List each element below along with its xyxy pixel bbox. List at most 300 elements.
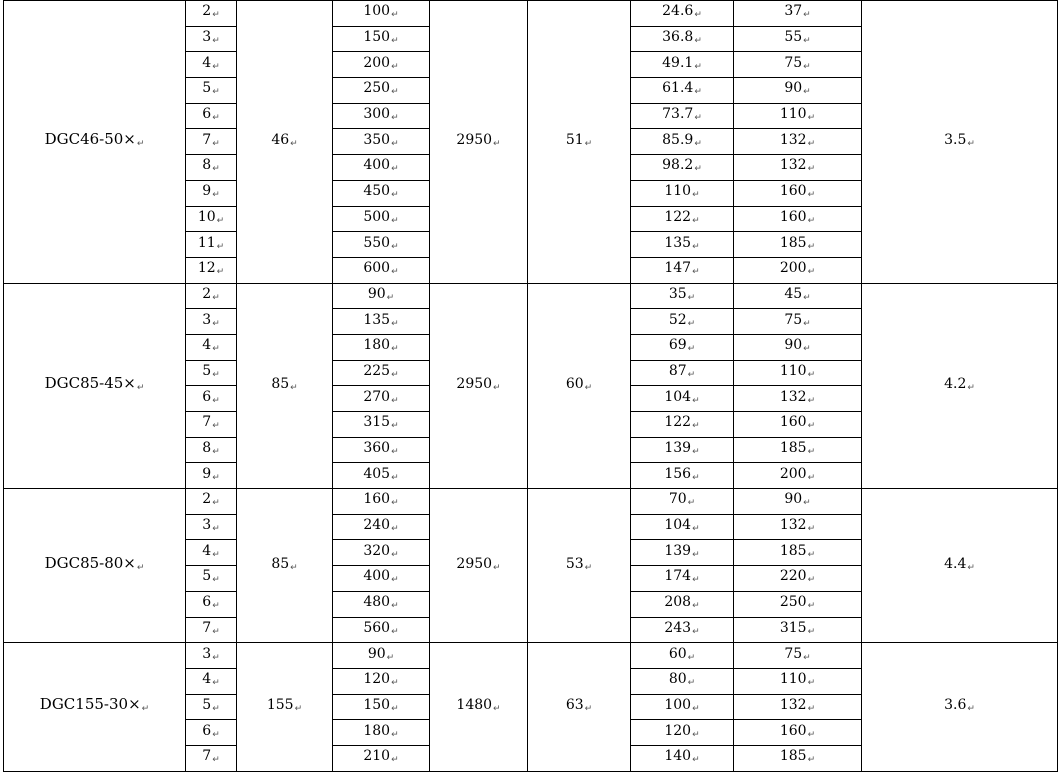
model-cell	[4, 489, 186, 643]
stage-cell-text: 12	[197, 260, 216, 277]
pump-spec-table	[3, 0, 1058, 772]
stage-cell	[186, 257, 237, 283]
paragraph-mark-icon: ↵	[290, 138, 298, 149]
npsh-cell	[862, 1, 1058, 284]
paragraph-mark-icon: ↵	[290, 382, 298, 393]
stage-cell	[186, 540, 237, 566]
value-cell-text: 139	[664, 542, 692, 559]
paragraph-mark-icon: ↵	[212, 318, 220, 329]
value-cell	[631, 694, 734, 720]
value-cell	[631, 463, 734, 489]
speed-cell	[430, 489, 528, 643]
stage-cell	[186, 668, 237, 694]
paragraph-mark-icon: ↵	[391, 498, 399, 509]
value-cell	[734, 78, 862, 104]
paragraph-mark-icon: ↵	[692, 575, 700, 586]
value-cell	[734, 309, 862, 335]
value-cell	[333, 745, 430, 771]
npsh-cell-text: 3.5	[944, 131, 967, 148]
value-cell	[631, 668, 734, 694]
paragraph-mark-icon: ↵	[493, 382, 501, 393]
value-cell-text: 400	[363, 568, 391, 585]
paragraph-mark-icon: ↵	[391, 344, 399, 355]
stage-cell	[186, 489, 237, 515]
paragraph-mark-icon: ↵	[391, 601, 399, 612]
value-cell	[734, 103, 862, 129]
stage-cell	[186, 514, 237, 540]
paragraph-mark-icon: ↵	[391, 164, 399, 175]
value-cell-text: 320	[363, 542, 391, 559]
paragraph-mark-icon: ↵	[967, 138, 975, 149]
value-cell-text: 120	[363, 671, 391, 688]
value-cell	[333, 26, 430, 52]
value-cell-text: 315	[363, 414, 391, 431]
value-cell	[631, 386, 734, 412]
value-cell-text: 220	[779, 568, 807, 585]
value-cell	[734, 257, 862, 283]
value-cell-text: 405	[363, 465, 391, 482]
paragraph-mark-icon: ↵	[212, 626, 220, 637]
value-cell-text: 160	[779, 208, 807, 225]
stage-cell-text: 8	[202, 440, 212, 457]
value-cell	[734, 514, 862, 540]
value-cell-text: 110	[779, 362, 807, 379]
value-cell	[333, 103, 430, 129]
value-cell	[734, 540, 862, 566]
npsh-cell	[862, 489, 1058, 643]
value-cell-text: 90	[784, 491, 803, 508]
paragraph-mark-icon: ↵	[807, 703, 816, 714]
value-cell-text: 150	[363, 696, 391, 713]
value-cell-text: 250	[363, 80, 391, 97]
value-cell	[631, 566, 734, 592]
paragraph-mark-icon: ↵	[803, 344, 811, 355]
value-cell	[734, 668, 862, 694]
value-cell-text: 450	[363, 183, 391, 200]
value-cell	[333, 78, 430, 104]
value-cell	[631, 78, 734, 104]
paragraph-mark-icon: ↵	[807, 524, 816, 535]
value-cell-text: 120	[664, 722, 692, 739]
efficiency-cell	[528, 643, 631, 771]
paragraph-mark-icon: ↵	[692, 524, 700, 535]
paragraph-mark-icon: ↵	[493, 138, 501, 149]
value-cell-text: 200	[363, 54, 391, 71]
value-cell	[631, 514, 734, 540]
stage-cell-text: 5	[202, 568, 212, 585]
table-row	[4, 489, 1058, 515]
stage-cell-text: 3	[202, 645, 212, 662]
value-cell-text: 180	[363, 722, 391, 739]
value-cell-text: 24.6	[662, 3, 694, 20]
value-cell-text: 37	[784, 3, 803, 20]
value-cell-text: 45	[784, 285, 803, 302]
group-value-cell-text: 85	[271, 375, 290, 392]
stage-cell-text: 11	[197, 234, 216, 251]
paragraph-mark-icon: ↵	[391, 626, 399, 637]
paragraph-mark-icon: ↵	[391, 447, 399, 458]
value-cell	[631, 745, 734, 771]
value-cell-text: 550	[363, 234, 391, 251]
paragraph-mark-icon: ↵	[391, 241, 399, 252]
paragraph-mark-icon: ↵	[807, 369, 816, 380]
value-cell	[734, 617, 862, 643]
paragraph-mark-icon: ↵	[391, 215, 399, 226]
paragraph-mark-icon: ↵	[391, 190, 399, 201]
value-cell-text: 600	[363, 260, 391, 277]
model-cell	[4, 283, 186, 489]
npsh-cell	[862, 283, 1058, 489]
paragraph-mark-icon: ↵	[807, 447, 816, 458]
paragraph-mark-icon: ↵	[212, 447, 220, 458]
paragraph-mark-icon: ↵	[212, 678, 220, 689]
value-cell-text: 200	[779, 260, 807, 277]
stage-cell-text: 9	[202, 183, 212, 200]
stage-cell-text: 4	[202, 542, 212, 559]
efficiency-cell	[528, 283, 631, 489]
value-cell-text: 240	[363, 517, 391, 534]
value-cell-text: 225	[363, 362, 391, 379]
paragraph-mark-icon: ↵	[391, 678, 399, 689]
value-cell	[734, 591, 862, 617]
value-cell	[333, 514, 430, 540]
value-cell	[333, 591, 430, 617]
value-cell-text: 69	[668, 337, 687, 354]
value-cell	[333, 540, 430, 566]
stage-cell-text: 7	[202, 414, 212, 431]
paragraph-mark-icon: ↵	[584, 382, 593, 393]
value-cell	[631, 232, 734, 258]
efficiency-cell-text: 51	[565, 131, 584, 148]
group-value-cell	[237, 489, 333, 643]
value-cell-text: 80	[668, 671, 687, 688]
value-cell	[631, 103, 734, 129]
speed-cell-text: 1480	[456, 696, 493, 713]
stage-cell-text: 6	[202, 106, 212, 123]
model-cell-text: DGC85-45×	[44, 374, 136, 393]
paragraph-mark-icon: ↵	[391, 87, 399, 98]
value-cell	[734, 566, 862, 592]
value-cell-text: 135	[363, 311, 391, 328]
paragraph-mark-icon: ↵	[807, 626, 816, 637]
stage-cell	[186, 334, 237, 360]
value-cell	[631, 1, 734, 27]
paragraph-mark-icon: ↵	[584, 703, 593, 714]
stage-cell-text: 7	[202, 619, 212, 636]
value-cell	[631, 412, 734, 438]
value-cell	[734, 745, 862, 771]
value-cell-text: 132	[779, 517, 807, 534]
paragraph-mark-icon: ↵	[212, 61, 220, 72]
value-cell	[333, 52, 430, 78]
value-cell-text: 315	[779, 619, 807, 636]
stage-cell-text: 4	[202, 54, 212, 71]
stage-cell-text: 7	[202, 131, 212, 148]
value-cell	[333, 489, 430, 515]
value-cell-text: 250	[779, 594, 807, 611]
efficiency-cell	[528, 489, 631, 643]
value-cell	[333, 437, 430, 463]
paragraph-mark-icon: ↵	[967, 703, 975, 714]
value-cell-text: 132	[779, 696, 807, 713]
value-cell-text: 104	[664, 388, 692, 405]
paragraph-mark-icon: ↵	[692, 447, 700, 458]
value-cell	[333, 386, 430, 412]
value-cell-text: 85.9	[662, 131, 694, 148]
paragraph-mark-icon: ↵	[212, 344, 220, 355]
value-cell	[333, 694, 430, 720]
paragraph-mark-icon: ↵	[212, 498, 220, 509]
paragraph-mark-icon: ↵	[391, 113, 399, 124]
value-cell	[333, 232, 430, 258]
table-row	[4, 643, 1058, 669]
group-value-cell-text: 85	[271, 555, 290, 572]
paragraph-mark-icon: ↵	[212, 369, 220, 380]
value-cell-text: 160	[779, 414, 807, 431]
value-cell-text: 75	[784, 311, 803, 328]
paragraph-mark-icon: ↵	[692, 601, 700, 612]
npsh-cell-text: 4.4	[944, 555, 967, 572]
value-cell-text: 185	[779, 234, 807, 251]
group-value-cell	[237, 643, 333, 771]
stage-cell-text: 3	[202, 29, 212, 46]
stage-cell	[186, 206, 237, 232]
stage-cell	[186, 309, 237, 335]
paragraph-mark-icon: ↵	[391, 549, 399, 560]
value-cell	[734, 26, 862, 52]
model-cell-text: DGC85-80×	[44, 554, 136, 573]
value-cell	[333, 720, 430, 746]
paragraph-mark-icon: ↵	[807, 395, 816, 406]
value-cell-text: 87	[668, 362, 687, 379]
paragraph-mark-icon: ↵	[803, 87, 811, 98]
value-cell-text: 98.2	[662, 157, 694, 174]
paragraph-mark-icon: ↵	[212, 549, 220, 560]
value-cell-text: 208	[664, 594, 692, 611]
paragraph-mark-icon: ↵	[694, 164, 702, 175]
value-cell	[734, 129, 862, 155]
value-cell	[734, 437, 862, 463]
model-cell	[4, 1, 186, 284]
value-cell-text: 156	[664, 465, 692, 482]
value-cell-text: 560	[363, 619, 391, 636]
paragraph-mark-icon: ↵	[807, 575, 816, 586]
stage-cell	[186, 103, 237, 129]
paragraph-mark-icon: ↵	[692, 190, 700, 201]
paragraph-mark-icon: ↵	[692, 267, 700, 278]
value-cell	[631, 155, 734, 181]
value-cell	[333, 617, 430, 643]
paragraph-mark-icon: ↵	[212, 729, 220, 740]
value-cell	[734, 206, 862, 232]
paragraph-mark-icon: ↵	[807, 190, 816, 201]
value-cell-text: 73.7	[662, 106, 694, 123]
value-cell	[631, 591, 734, 617]
paragraph-mark-icon: ↵	[391, 267, 399, 278]
paragraph-mark-icon: ↵	[212, 652, 220, 663]
value-cell-text: 52	[668, 311, 687, 328]
paragraph-mark-icon: ↵	[694, 113, 702, 124]
value-cell-text: 75	[784, 645, 803, 662]
stage-cell	[186, 283, 237, 309]
value-cell	[734, 489, 862, 515]
stage-cell-text: 6	[202, 388, 212, 405]
value-cell-text: 36.8	[662, 29, 694, 46]
paragraph-mark-icon: ↵	[391, 138, 399, 149]
paragraph-mark-icon: ↵	[967, 562, 975, 573]
paragraph-mark-icon: ↵	[391, 36, 399, 47]
value-cell-text: 500	[363, 208, 391, 225]
paragraph-mark-icon: ↵	[391, 395, 399, 406]
stage-cell	[186, 463, 237, 489]
table-row	[4, 283, 1058, 309]
paragraph-mark-icon: ↵	[136, 383, 145, 394]
paragraph-mark-icon: ↵	[807, 678, 816, 689]
value-cell-text: 210	[363, 748, 391, 765]
stage-cell	[186, 412, 237, 438]
paragraph-mark-icon: ↵	[391, 421, 399, 432]
paragraph-mark-icon: ↵	[391, 755, 399, 766]
paragraph-mark-icon: ↵	[136, 563, 145, 574]
value-cell-text: 75	[784, 54, 803, 71]
value-cell-text: 110	[664, 183, 692, 200]
npsh-cell-text: 4.2	[944, 375, 967, 392]
value-cell	[333, 257, 430, 283]
value-cell-text: 140	[664, 748, 692, 765]
value-cell-text: 160	[363, 491, 391, 508]
value-cell	[631, 334, 734, 360]
paragraph-mark-icon: ↵	[391, 10, 399, 21]
speed-cell-text: 2950	[456, 555, 493, 572]
value-cell-text: 147	[664, 260, 692, 277]
table-row	[4, 1, 1058, 27]
value-cell	[631, 180, 734, 206]
paragraph-mark-icon: ↵	[803, 652, 811, 663]
value-cell-text: 49.1	[662, 54, 694, 71]
value-cell	[631, 206, 734, 232]
group-value-cell-text: 46	[271, 131, 290, 148]
paragraph-mark-icon: ↵	[391, 729, 399, 740]
paragraph-mark-icon: ↵	[807, 755, 816, 766]
stage-cell	[186, 129, 237, 155]
paragraph-mark-icon: ↵	[807, 215, 816, 226]
stage-cell-text: 7	[202, 748, 212, 765]
paragraph-mark-icon: ↵	[212, 292, 220, 303]
value-cell	[333, 155, 430, 181]
paragraph-mark-icon: ↵	[807, 241, 816, 252]
paragraph-mark-icon: ↵	[290, 562, 298, 573]
paragraph-mark-icon: ↵	[212, 703, 220, 714]
value-cell	[333, 334, 430, 360]
model-cell	[4, 643, 186, 771]
stage-cell	[186, 1, 237, 27]
value-cell	[333, 463, 430, 489]
value-cell	[734, 463, 862, 489]
value-cell-text: 174	[664, 568, 692, 585]
paragraph-mark-icon: ↵	[386, 652, 395, 663]
paragraph-mark-icon: ↵	[694, 10, 702, 21]
value-cell	[631, 26, 734, 52]
value-cell	[631, 437, 734, 463]
paragraph-mark-icon: ↵	[212, 10, 220, 21]
speed-cell	[430, 643, 528, 771]
stage-cell-text: 2	[202, 491, 212, 508]
speed-cell	[430, 1, 528, 284]
stage-cell-text: 3	[202, 311, 212, 328]
value-cell-text: 360	[363, 440, 391, 457]
value-cell	[333, 283, 430, 309]
paragraph-mark-icon: ↵	[803, 292, 811, 303]
stage-cell-text: 4	[202, 671, 212, 688]
value-cell-text: 185	[779, 440, 807, 457]
value-cell	[631, 720, 734, 746]
stage-cell	[186, 694, 237, 720]
stage-cell-text: 5	[202, 696, 212, 713]
value-cell-text: 132	[779, 388, 807, 405]
model-cell-text: DGC155-30×	[39, 695, 141, 714]
value-cell	[333, 360, 430, 386]
stage-cell	[186, 78, 237, 104]
paragraph-mark-icon: ↵	[687, 678, 696, 689]
paragraph-mark-icon: ↵	[584, 138, 593, 149]
value-cell-text: 139	[664, 440, 692, 457]
value-cell-text: 150	[363, 29, 391, 46]
value-cell	[734, 52, 862, 78]
paragraph-mark-icon: ↵	[694, 138, 702, 149]
value-cell	[333, 1, 430, 27]
value-cell	[734, 283, 862, 309]
paragraph-mark-icon: ↵	[212, 472, 220, 483]
value-cell-text: 55	[784, 29, 803, 46]
paragraph-mark-icon: ↵	[212, 36, 220, 47]
paragraph-mark-icon: ↵	[391, 524, 399, 535]
value-cell	[333, 129, 430, 155]
value-cell	[631, 643, 734, 669]
stage-cell-text: 9	[202, 465, 212, 482]
stage-cell	[186, 720, 237, 746]
paragraph-mark-icon: ↵	[687, 369, 696, 380]
value-cell	[734, 334, 862, 360]
paragraph-mark-icon: ↵	[692, 215, 700, 226]
paragraph-mark-icon: ↵	[136, 139, 145, 150]
value-cell	[631, 617, 734, 643]
stage-cell-text: 2	[202, 3, 212, 20]
paragraph-mark-icon: ↵	[692, 755, 700, 766]
value-cell-text: 300	[363, 106, 391, 123]
paragraph-mark-icon: ↵	[216, 215, 225, 226]
paragraph-mark-icon: ↵	[212, 524, 220, 535]
model-cell-text: DGC46-50×	[44, 130, 136, 149]
stage-cell	[186, 232, 237, 258]
value-cell-text: 185	[779, 542, 807, 559]
paragraph-mark-icon: ↵	[807, 549, 816, 560]
value-cell-text: 90	[784, 80, 803, 97]
group-value-cell	[237, 283, 333, 489]
value-cell	[734, 643, 862, 669]
paragraph-mark-icon: ↵	[807, 113, 816, 124]
stage-cell-text: 6	[202, 722, 212, 739]
paragraph-mark-icon: ↵	[803, 36, 811, 47]
paragraph-mark-icon: ↵	[803, 318, 811, 329]
paragraph-mark-icon: ↵	[967, 382, 975, 393]
paragraph-mark-icon: ↵	[687, 292, 696, 303]
value-cell-text: 480	[363, 594, 391, 611]
paragraph-mark-icon: ↵	[212, 113, 220, 124]
paragraph-mark-icon: ↵	[807, 601, 816, 612]
paragraph-mark-icon: ↵	[391, 318, 399, 329]
stage-cell	[186, 437, 237, 463]
value-cell-text: 350	[363, 131, 391, 148]
